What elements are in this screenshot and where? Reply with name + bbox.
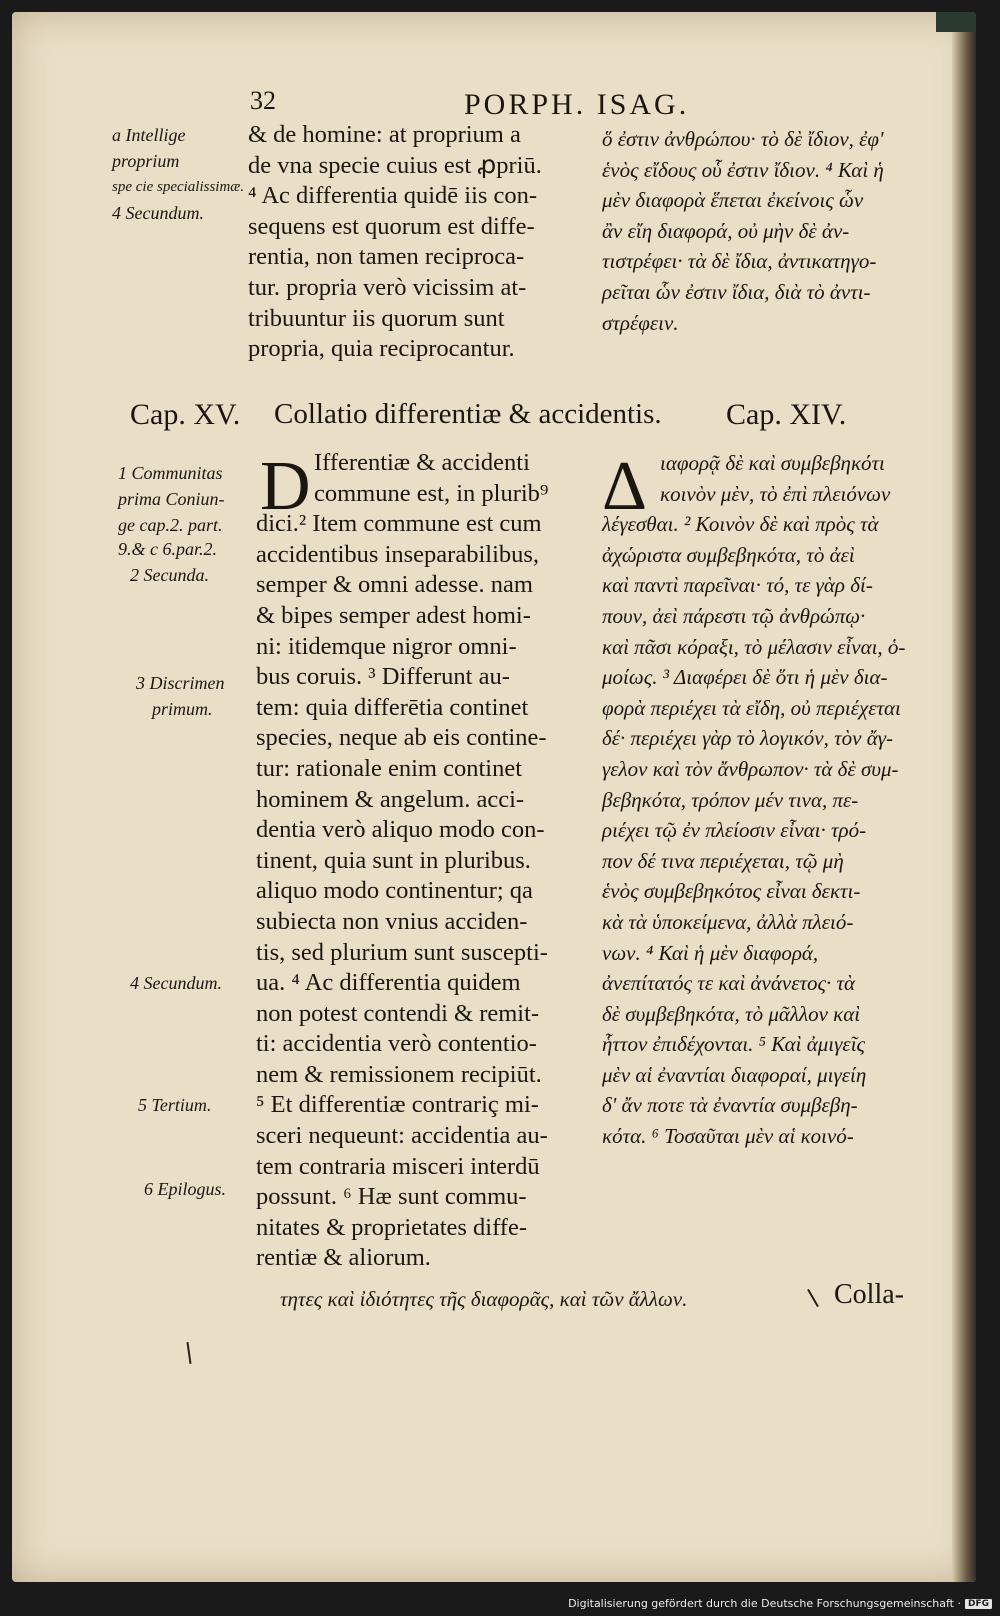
latin-line: commune est, in plurib⁹ <box>314 479 549 507</box>
latin-line: semper & omni adesse. nam <box>256 571 533 599</box>
credit-text: Digitalisierung gefördert durch die Deutsche Forschungsgemeinschaft · <box>568 1597 961 1610</box>
greek-line: μὲν αἱ ἐναντίαι διαφοραί, μιγείη <box>602 1062 867 1087</box>
cover-corner <box>936 12 976 32</box>
greek-line: γελον καὶ τὸν ἄνθρωπον· τὰ δὲ συμ- <box>602 756 899 781</box>
greek-drop-capital: Δ <box>602 448 648 525</box>
greek-line: νων. ⁴ Καὶ ἡ μὲν διαφορά, <box>602 940 819 965</box>
chapter-label-right: Cap. XIV. <box>726 398 847 431</box>
latin-line: dici.² Item commune est cum <box>256 510 542 538</box>
margin-note: proprium <box>112 151 180 171</box>
latin-line: ni: itidemque nigror omni- <box>256 632 517 660</box>
page-edge <box>952 12 976 1582</box>
latin-line: aliquo modo continentur; qa <box>256 877 533 905</box>
margin-note: 1 Communitas <box>118 463 223 483</box>
latin-line: nitates & proprietates diffe- <box>256 1213 527 1241</box>
stray-mark <box>807 1289 819 1307</box>
book-page <box>12 12 976 1582</box>
latin-line: nem & remissionem recipiūt. <box>256 1060 542 1088</box>
greek-line: ιαφορᾷ δὲ καὶ συμβεβηκότι <box>660 451 885 475</box>
latin-line: ⁵ Et differentiæ contrariç mi- <box>256 1091 539 1119</box>
latin-line: Ifferentiæ & accidenti <box>314 449 530 476</box>
latin-line: rentia, non tamen reciproca- <box>248 243 525 271</box>
greek-line: ρεῖται ὧν ἐστιν ἴδια, διὰ τὸ ἀντι- <box>602 279 871 304</box>
greek-line: μοίως. ³ Διαφέρει δὲ ὅτι ἡ μὲν δια- <box>602 665 888 690</box>
greek-line: λέγεσθαι. ² Κοινὸν δὲ καὶ πρὸς τὰ <box>602 512 879 537</box>
dfg-logo: DFG <box>965 1599 992 1609</box>
latin-line: rentiæ & aliorum. <box>256 1244 431 1272</box>
greek-line: ἂν εἴη διαφορά, οὐ μὴν δὲ ἀν- <box>602 218 850 243</box>
greek-line: ἀνεπίτατός τε καὶ ἀνάνετος· τὰ <box>602 971 856 996</box>
latin-line: tribuuntur iis quorum sunt <box>248 304 505 332</box>
margin-note: 3 Discrimen <box>136 673 225 693</box>
latin-line: species, neque ab eis contine- <box>256 724 547 752</box>
stray-mark <box>186 1342 191 1364</box>
greek-line: καὶ πᾶσι κόραξι, τὸ μέλασιν εἶναι, ὁ- <box>602 634 906 659</box>
greek-line: ἑνὸς συμβεβηκότος εἶναι δεκτι- <box>602 879 861 904</box>
top-latin-column <box>248 120 588 365</box>
margin-note: 6 Epilogus. <box>144 1179 227 1199</box>
margin-note: primum. <box>152 699 213 719</box>
greek-line: κοινὸν μὲν, τὸ ἐπὶ πλειόνων <box>660 481 891 506</box>
latin-line: sceri nequeunt: accidentia au- <box>256 1122 548 1150</box>
margin-note: 5 Tertium. <box>138 1095 212 1115</box>
margin-note: 4 Secundum. <box>112 203 204 223</box>
greek-line: στρέφειν. <box>602 310 679 335</box>
greek-line: φορὰ περιέχει τὰ εἴδη, οὐ περιέχεται <box>602 695 901 720</box>
latin-line: tem contraria misceri interdū <box>256 1152 540 1180</box>
folio-number: 32 <box>250 86 276 115</box>
greek-line: δ' ἄν ποτε τὰ ἐναντία συμβεβη- <box>602 1093 858 1118</box>
running-title: PORPH. ISAG. <box>464 88 690 121</box>
latin-line: ua. ⁴ Ac differentia quidem <box>256 969 521 997</box>
margin-note: 2 Secunda. <box>130 565 209 585</box>
greek-line: ἑνὸς εἴδους οὗ ἐστιν ἴδιον. ⁴ Καὶ ἡ <box>602 157 884 182</box>
latin-line: tem: quia differētia continet <box>256 693 529 721</box>
top-margin-notes <box>112 122 252 226</box>
greek-last-line: τητες καὶ ἰδιότητες τῆς διαφορᾶς, καὶ τῶν ἄλλων. <box>280 1287 688 1311</box>
greek-line: πον δέ τινα περιέχεται, τῷ μὴ <box>602 848 844 873</box>
latin-line: de vna specie cuius est ꝓpriū. <box>248 151 542 179</box>
margin-note: 4 Secundum. <box>130 973 222 993</box>
greek-line: κότα. ⁶ Τοσαῦται μὲν αἱ κοινό- <box>602 1124 854 1149</box>
latin-drop-capital: D <box>260 448 311 525</box>
greek-line: τιστρέφει· τὰ δὲ ἴδια, ἀντικατηγο- <box>602 249 877 274</box>
latin-line: ti: accidentia verò contentio- <box>256 1030 537 1058</box>
greek-line: καὶ παντὶ παρεῖναι· τό, τε γὰρ δί- <box>602 573 873 598</box>
greek-line: ὅ ἐστιν ἀνθρώπου· τὸ δὲ ἴδιον, ἐφ' <box>602 127 884 151</box>
margin-note: prima Coniun- <box>118 489 225 509</box>
latin-line: hominem & angelum. acci- <box>256 785 525 813</box>
main-latin-column <box>256 448 586 1274</box>
latin-line: dentia verò aliquo modo con- <box>256 816 545 844</box>
chapter-title: Collatio differentiæ & accidentis. <box>274 398 662 430</box>
chapter-label-left: Cap. XV. <box>130 398 241 431</box>
latin-line: ⁴ Ac differentia quidē iis con- <box>248 182 538 210</box>
margin-note: ge cap.2. part. <box>118 515 223 535</box>
latin-line: & de homine: at proprium a <box>248 121 521 148</box>
latin-line: subiecta non vnius acciden- <box>256 907 528 935</box>
greek-line: ἧττον ἐπιδέχονται. ⁵ Καὶ ἀμιγεῖς <box>602 1032 866 1057</box>
latin-line: sequens est quorum est diffe- <box>248 212 535 240</box>
margin-note: spe cie specialissimæ. <box>112 179 245 195</box>
greek-line: δὲ συμβεβηκότα, τὸ μᾶλλον καὶ <box>602 1001 861 1026</box>
greek-line: βεβηκότα, τρόπον μέν τινα, πε- <box>602 787 859 812</box>
latin-line: possunt. ⁶ Hæ sunt commu- <box>256 1183 527 1211</box>
latin-line: & bipes semper adest homi- <box>256 601 531 629</box>
main-greek-column <box>602 448 942 1152</box>
greek-line: κὰ τὰ ὑποκείμενα, ἀλλὰ πλειό- <box>602 909 854 934</box>
catchword: Colla- <box>834 1279 904 1310</box>
greek-line: δέ· περιέχει γὰρ τὸ λογικόν, τὸν ἄγ- <box>602 726 893 751</box>
latin-line: bus coruis. ³ Differunt au- <box>256 663 510 691</box>
latin-line: non potest contendi & remit- <box>256 999 540 1027</box>
digitization-credit <box>568 1597 992 1610</box>
greek-line: ριέχει τῷ ἐν πλείοσιν εἶναι· τρό- <box>602 818 867 843</box>
greek-line: μὲν διαφορὰ ἕπεται ἐκείνοις ὧν <box>602 188 864 213</box>
latin-line: tur. propria verò vicissim at- <box>248 273 527 301</box>
margin-note: 9.& c 6.par.2. <box>118 539 217 559</box>
latin-line: tinent, quia sunt in pluribus. <box>256 846 531 874</box>
latin-line: accidentibus inseparabilibus, <box>256 540 540 568</box>
latin-line: tis, sed plurium sunt suscepti- <box>256 938 548 966</box>
greek-line: ἀχώριστα συμβεβηκότα, τὸ ἀεὶ <box>602 542 855 567</box>
top-greek-column <box>602 124 932 338</box>
margin-note: a Intellige <box>112 125 186 145</box>
latin-line: tur: rationale enim continet <box>256 754 523 782</box>
latin-line: propria, quia reciprocantur. <box>248 335 515 363</box>
greek-line: πουν, ἀεὶ πάρεστι τῷ ἀνθρώπῳ· <box>602 603 866 628</box>
